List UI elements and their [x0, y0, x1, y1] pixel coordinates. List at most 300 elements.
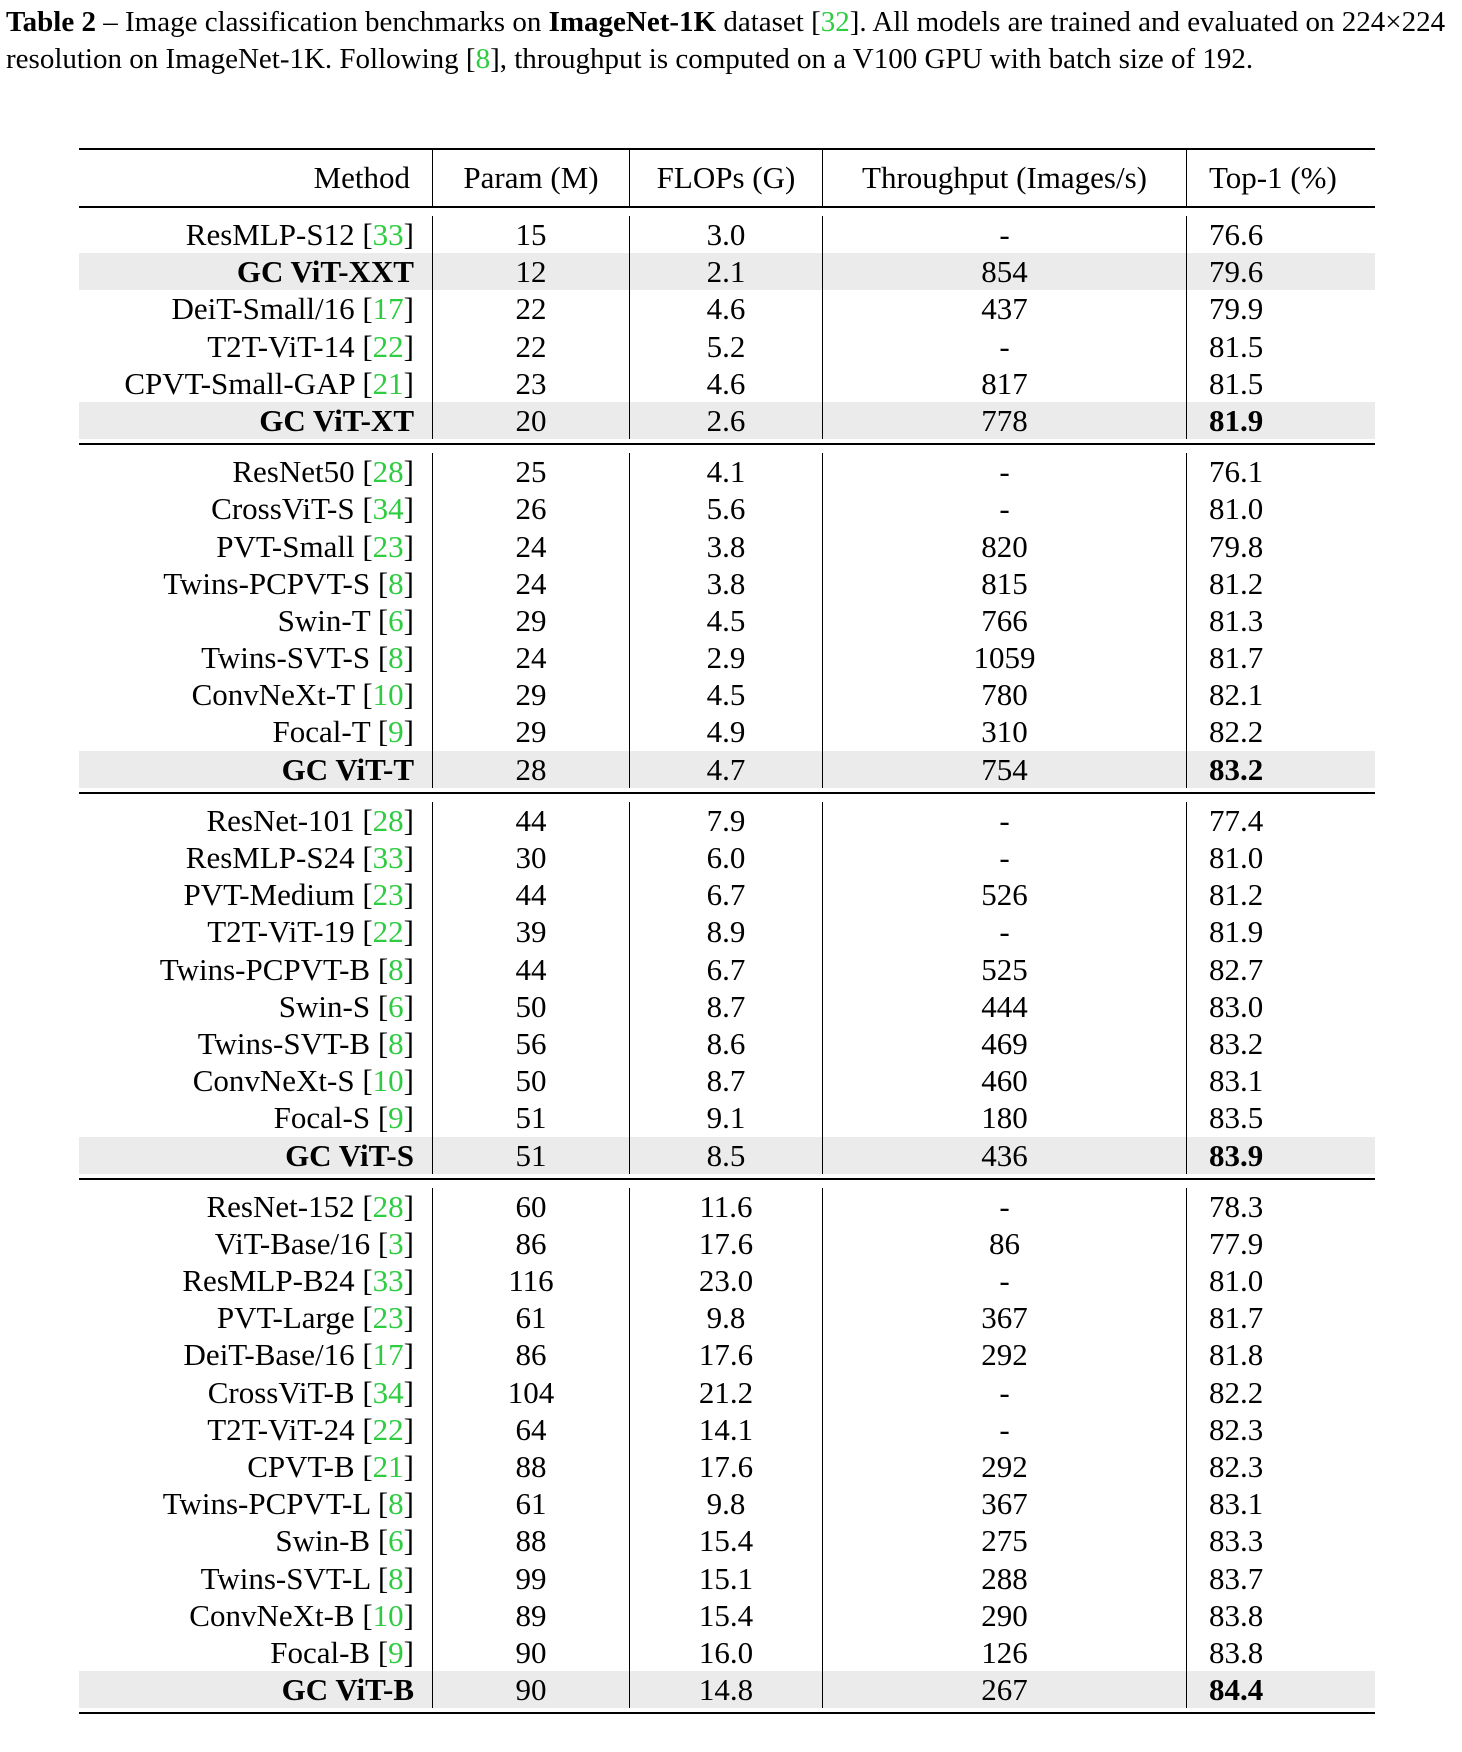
cell-method: PVT-Large [23] [79, 1299, 433, 1336]
caption-text: ]. All models are trained and evaluated on 224×224 resolution on ImageNet-1K. Following [ [6, 6, 1446, 75]
citation-link[interactable]: 23 [372, 528, 404, 564]
cell-flops: 2.1 [630, 253, 823, 290]
cell-method: T2T-ViT-14 [22] [79, 328, 433, 365]
header-param: Param (M) [433, 150, 630, 206]
cell-top1: 82.2 [1209, 714, 1264, 750]
cell-method: T2T-ViT-24 [22] [79, 1411, 433, 1448]
method-name: GC ViT-B [281, 1672, 414, 1708]
method-name: ResNet-101 [206, 802, 355, 838]
cell-method: Swin-T [6] [79, 602, 433, 639]
cell-flops: 4.5 [630, 676, 823, 713]
cell-param: 88 [433, 1522, 630, 1559]
cell-method: ConvNeXt-T [10] [79, 676, 433, 713]
table-row [79, 1634, 1375, 1671]
cell-throughput: - [823, 913, 1187, 950]
cell-param: 60 [433, 1188, 630, 1225]
method-name: Twins-PCPVT-B [159, 951, 371, 987]
table-group [79, 1178, 1375, 1713]
table-row [79, 1062, 1375, 1099]
cell-flops: 23.0 [630, 1262, 823, 1299]
cell-flops: 8.7 [630, 988, 823, 1025]
cell-throughput: 292 [823, 1448, 1187, 1485]
cell-param: 88 [433, 1448, 630, 1485]
table-row [79, 565, 1375, 602]
method-name: ConvNeXt-T [191, 677, 355, 713]
cell-param: 25 [433, 453, 630, 490]
cell-method: ResNet50 [28] [79, 453, 433, 490]
citation-link[interactable]: 9 [388, 1634, 404, 1670]
method-name: Twins-PCPVT-S [163, 565, 371, 601]
cell-top1: 81.0 [1209, 491, 1264, 527]
method-name: GC ViT-XXT [236, 254, 414, 290]
cell-flops: 9.1 [630, 1099, 823, 1136]
table-row-highlight [79, 1671, 1375, 1708]
cell-method: ResNet-101 [28] [79, 802, 433, 839]
cell-method: ResMLP-S24 [33] [79, 839, 433, 876]
cell-top1: 82.1 [1209, 677, 1264, 713]
method-name: Twins-SVT-B [197, 1025, 371, 1061]
cell-method: ConvNeXt-S [10] [79, 1062, 433, 1099]
table-row [79, 1262, 1375, 1299]
cell-throughput: - [823, 453, 1187, 490]
cell-method: CrossViT-S [34] [79, 490, 433, 527]
cell-top1: 81.5 [1209, 328, 1264, 364]
table-row [79, 365, 1375, 402]
cell-param: 29 [433, 602, 630, 639]
cell-top1: 81.8 [1209, 1337, 1264, 1373]
cell-throughput: 815 [823, 565, 1187, 602]
cell-method [79, 751, 433, 788]
citation-link[interactable]: 8 [388, 1560, 404, 1596]
table-row [79, 988, 1375, 1025]
cell-param: 20 [433, 402, 630, 439]
cell-method: Focal-S [9] [79, 1099, 433, 1136]
citation-link[interactable]: 10 [372, 1597, 404, 1633]
cell-throughput: - [823, 1411, 1187, 1448]
table-row [79, 490, 1375, 527]
method-name: CrossViT-S [211, 491, 363, 527]
citation-link[interactable]: 10 [372, 1063, 404, 1099]
cell-throughput: - [823, 1188, 1187, 1225]
cell-param: 64 [433, 1411, 630, 1448]
cell-top1: 84.4 [1209, 1672, 1264, 1708]
cell-flops: 17.6 [630, 1336, 823, 1373]
cell-method: PVT-Small [23] [79, 528, 433, 565]
method-name: CrossViT-B [207, 1374, 363, 1410]
table-row [79, 290, 1375, 327]
cell-method: CPVT-B [21] [79, 1448, 433, 1485]
cell-throughput: 288 [823, 1560, 1187, 1597]
cell-method: DeiT-Base/16 [17] [79, 1336, 433, 1373]
cell-throughput: 778 [823, 402, 1187, 439]
cell-flops: 6.7 [630, 951, 823, 988]
cell-flops: 7.9 [630, 802, 823, 839]
cell-top1: 83.0 [1209, 988, 1264, 1024]
cell-method: Twins-PCPVT-B [8] [79, 951, 433, 988]
method-name: GC ViT-S [285, 1137, 414, 1173]
citation-link[interactable]: 23 [372, 877, 404, 913]
table-row [79, 602, 1375, 639]
citation-link[interactable]: 21 [372, 365, 404, 401]
table-row [79, 453, 1375, 490]
citation-link[interactable]: 6 [388, 602, 404, 638]
citation-link[interactable]: 33 [372, 840, 404, 875]
cell-throughput: 817 [823, 365, 1187, 402]
cell-throughput: 292 [823, 1336, 1187, 1373]
citation-link[interactable]: 22 [372, 914, 404, 950]
cell-flops: 3.8 [630, 565, 823, 602]
cell-method: Twins-PCPVT-L [8] [79, 1485, 433, 1522]
cell-method: ResMLP-B24 [33] [79, 1262, 433, 1299]
table-group [79, 208, 1375, 443]
cell-top1: 81.2 [1209, 565, 1264, 601]
cell-param: 61 [433, 1299, 630, 1336]
cell-throughput: 310 [823, 713, 1187, 750]
cell-top1: 83.8 [1209, 1597, 1264, 1633]
table-row [79, 876, 1375, 913]
cell-top1: 81.0 [1209, 1263, 1264, 1299]
cell-method: ViT-Base/16 [3] [79, 1225, 433, 1262]
citation-link[interactable]: 21 [372, 1449, 404, 1484]
method-name: Focal-B [270, 1634, 371, 1670]
table-row [79, 802, 1375, 839]
cell-top1: 81.3 [1209, 602, 1264, 638]
citation-link[interactable]: 23 [372, 1300, 404, 1336]
cell-flops: 4.5 [630, 602, 823, 639]
cell-flops: 4.1 [630, 453, 823, 490]
method-name: Swin-S [278, 988, 371, 1024]
cell-throughput: 367 [823, 1485, 1187, 1522]
cell-throughput: - [823, 1262, 1187, 1299]
table-row [79, 528, 1375, 565]
cell-param: 86 [433, 1225, 630, 1262]
citation-link[interactable]: 33 [372, 1263, 404, 1299]
cell-throughput: 754 [823, 751, 1187, 788]
cell-method: CrossViT-B [34] [79, 1374, 433, 1411]
cell-param: 24 [433, 528, 630, 565]
cell-flops: 3.8 [630, 528, 823, 565]
cell-param: 26 [433, 490, 630, 527]
citation-link[interactable]: 32 [820, 6, 850, 38]
cell-top1: 83.5 [1209, 1100, 1264, 1136]
citation-link[interactable]: 8 [475, 43, 491, 75]
citation-link[interactable]: 10 [372, 677, 404, 713]
cell-flops: 15.1 [630, 1560, 823, 1597]
cell-param: 39 [433, 913, 630, 950]
method-name: PVT-Small [216, 528, 355, 564]
method-name: T2T-ViT-19 [207, 914, 355, 950]
cell-flops: 8.5 [630, 1137, 823, 1174]
cell-method: Swin-S [6] [79, 988, 433, 1025]
table-row [79, 1485, 1375, 1522]
cell-param: 15 [433, 216, 630, 253]
header-method: Method [79, 150, 433, 206]
caption-dataset: ImageNet-1K [548, 6, 717, 38]
table-row [79, 1597, 1375, 1634]
cell-throughput: 267 [823, 1671, 1187, 1708]
cell-throughput: 526 [823, 876, 1187, 913]
method-name: GC ViT-T [281, 751, 414, 787]
cell-flops: 5.6 [630, 490, 823, 527]
method-name: ConvNeXt-S [192, 1063, 355, 1099]
method-name: DeiT-Base/16 [183, 1337, 355, 1373]
cell-flops: 14.8 [630, 1671, 823, 1708]
table-row [79, 1336, 1375, 1373]
cell-param: 51 [433, 1137, 630, 1174]
citation-link[interactable]: 17 [372, 291, 404, 327]
cell-top1: 82.3 [1209, 1411, 1264, 1447]
cell-param: 29 [433, 713, 630, 750]
cell-throughput: - [823, 839, 1187, 876]
table-row-highlight [79, 402, 1375, 439]
cell-method: Twins-SVT-B [8] [79, 1025, 433, 1062]
table-row [79, 639, 1375, 676]
method-name: ResMLP-S12 [185, 217, 355, 252]
table-row [79, 1025, 1375, 1062]
cell-param: 104 [433, 1374, 630, 1411]
cell-top1: 83.1 [1209, 1486, 1264, 1522]
cell-throughput: 290 [823, 1597, 1187, 1634]
cell-flops: 5.2 [630, 328, 823, 365]
cell-flops: 15.4 [630, 1597, 823, 1634]
cell-top1: 81.7 [1209, 640, 1264, 676]
cell-method: ResMLP-S12 [33] [79, 216, 433, 253]
cell-top1: 81.9 [1209, 402, 1264, 438]
cell-method [79, 1671, 433, 1708]
table-row [79, 328, 1375, 365]
cell-throughput: 180 [823, 1099, 1187, 1136]
cell-flops: 4.6 [630, 290, 823, 327]
header-top1: Top-1 (%) [1209, 160, 1337, 195]
method-name: CPVT-B [247, 1449, 355, 1484]
method-name: Focal-S [273, 1100, 371, 1136]
citation-link[interactable]: 9 [388, 714, 404, 750]
cell-param: 99 [433, 1560, 630, 1597]
cell-flops: 9.8 [630, 1485, 823, 1522]
table-row [79, 951, 1375, 988]
cell-method: Twins-PCPVT-S [8] [79, 565, 433, 602]
cell-flops: 4.7 [630, 751, 823, 788]
method-name: Twins-PCPVT-L [162, 1486, 371, 1522]
cell-flops: 17.6 [630, 1448, 823, 1485]
cell-throughput: 444 [823, 988, 1187, 1025]
cell-throughput: 525 [823, 951, 1187, 988]
caption-text: dataset [ [716, 6, 821, 38]
cell-throughput: - [823, 216, 1187, 253]
method-name: ResNet50 [232, 454, 355, 490]
cell-method: PVT-Medium [23] [79, 876, 433, 913]
cell-param: 28 [433, 751, 630, 788]
method-name: Swin-B [275, 1523, 371, 1559]
cell-param: 90 [433, 1671, 630, 1708]
cell-method: Focal-B [9] [79, 1634, 433, 1671]
table-row [79, 1560, 1375, 1597]
cell-throughput: - [823, 328, 1187, 365]
caption-label: Table 2 [6, 6, 96, 38]
cell-method: T2T-ViT-19 [22] [79, 913, 433, 950]
cell-flops: 4.9 [630, 713, 823, 750]
cell-param: 30 [433, 839, 630, 876]
cell-throughput: 367 [823, 1299, 1187, 1336]
citation-link[interactable]: 33 [372, 217, 404, 252]
cell-method: Swin-B [6] [79, 1522, 433, 1559]
citation-link[interactable]: 6 [388, 988, 404, 1024]
cell-param: 50 [433, 1062, 630, 1099]
method-name: Focal-T [272, 714, 371, 750]
cell-throughput: 780 [823, 676, 1187, 713]
cell-param: 61 [433, 1485, 630, 1522]
cell-top1: 83.2 [1209, 751, 1264, 787]
cell-flops: 2.9 [630, 639, 823, 676]
citation-link[interactable]: 28 [372, 802, 404, 838]
table-group [79, 443, 1375, 792]
table-body [79, 208, 1375, 1712]
cell-throughput: 820 [823, 528, 1187, 565]
cell-top1: 81.0 [1209, 840, 1264, 875]
cell-param: 24 [433, 639, 630, 676]
cell-throughput: 854 [823, 253, 1187, 290]
method-name: T2T-ViT-14 [207, 328, 363, 364]
cell-param: 29 [433, 676, 630, 713]
cell-param: 24 [433, 565, 630, 602]
cell-param: 44 [433, 802, 630, 839]
cell-top1: 83.3 [1209, 1523, 1264, 1559]
table-row-highlight [79, 751, 1375, 788]
cell-throughput: 766 [823, 602, 1187, 639]
citation-link[interactable]: 17 [372, 1337, 404, 1373]
cell-param: 12 [433, 253, 630, 290]
cell-method: Twins-SVT-S [8] [79, 639, 433, 676]
citation-link[interactable]: 6 [388, 1523, 404, 1559]
cell-flops: 3.0 [630, 216, 823, 253]
cell-top1: 81.9 [1209, 914, 1264, 950]
cell-top1: 83.2 [1209, 1025, 1264, 1061]
cell-param: 44 [433, 876, 630, 913]
cell-flops: 8.7 [630, 1062, 823, 1099]
caption-text: ], throughput is computed on a V100 GPU with batch size of 192. [490, 43, 1254, 75]
cell-top1: 77.9 [1209, 1225, 1264, 1261]
cell-flops: 4.6 [630, 365, 823, 402]
citation-link[interactable]: 28 [372, 1188, 404, 1224]
cell-method: Focal-T [9] [79, 713, 433, 750]
header-throughput: Throughput (Images/s) [823, 150, 1187, 206]
citation-link[interactable]: 8 [388, 565, 404, 601]
table-row-highlight [79, 1137, 1375, 1174]
table-row [79, 713, 1375, 750]
cell-param: 116 [433, 1262, 630, 1299]
table-row [79, 676, 1375, 713]
cell-top1: 83.8 [1209, 1634, 1264, 1670]
method-name: Twins-SVT-S [201, 640, 371, 676]
citation-link[interactable]: 8 [388, 951, 404, 987]
cell-top1: 76.6 [1209, 217, 1264, 252]
method-name: PVT-Large [216, 1300, 355, 1336]
cell-throughput: 1059 [823, 639, 1187, 676]
table-row [79, 1188, 1375, 1225]
cell-top1: 82.2 [1209, 1374, 1264, 1410]
cell-flops: 2.6 [630, 402, 823, 439]
results-table [79, 148, 1375, 1714]
method-name: ResMLP-B24 [182, 1263, 355, 1299]
cell-throughput: 126 [823, 1634, 1187, 1671]
cell-top1: 82.7 [1209, 951, 1264, 987]
citation-link[interactable]: 8 [388, 640, 404, 676]
cell-param: 90 [433, 1634, 630, 1671]
table-row [79, 1522, 1375, 1559]
method-name: GC ViT-XT [259, 402, 414, 438]
cell-flops: 14.1 [630, 1411, 823, 1448]
cell-flops: 17.6 [630, 1225, 823, 1262]
cell-top1: 83.1 [1209, 1063, 1264, 1099]
cell-method [79, 1137, 433, 1174]
table-row-highlight [79, 253, 1375, 290]
cell-top1: 79.8 [1209, 528, 1264, 564]
cell-param: 44 [433, 951, 630, 988]
caption-text: – Image classification benchmarks on [96, 6, 549, 38]
cell-method: ResNet-152 [28] [79, 1188, 433, 1225]
table-row [79, 1411, 1375, 1448]
cell-method [79, 402, 433, 439]
cell-top1: 76.1 [1209, 454, 1264, 490]
cell-param: 22 [433, 328, 630, 365]
method-name: PVT-Medium [183, 877, 355, 913]
cell-throughput: - [823, 490, 1187, 527]
cell-flops: 6.0 [630, 839, 823, 876]
table-row [79, 1099, 1375, 1136]
cell-top1: 79.9 [1209, 291, 1264, 327]
table-caption [6, 4, 1458, 78]
citation-link[interactable]: 28 [372, 454, 404, 490]
table-row [79, 913, 1375, 950]
table-row [79, 839, 1375, 876]
citation-link[interactable]: 34 [372, 1374, 404, 1410]
cell-method: ConvNeXt-B [10] [79, 1597, 433, 1634]
cell-flops: 15.4 [630, 1522, 823, 1559]
cell-param: 50 [433, 988, 630, 1025]
table-row [79, 1225, 1375, 1262]
citation-link[interactable]: 8 [388, 1025, 404, 1061]
cell-param: 23 [433, 365, 630, 402]
cell-flops: 11.6 [630, 1188, 823, 1225]
method-name: T2T-ViT-24 [207, 1411, 355, 1447]
cell-flops: 9.8 [630, 1299, 823, 1336]
method-name: ConvNeXt-B [189, 1597, 355, 1633]
table-group [79, 792, 1375, 1178]
table-row [79, 216, 1375, 253]
cell-method: DeiT-Small/16 [17] [79, 290, 433, 327]
header-flops: FLOPs (G) [630, 150, 823, 206]
cell-top1: 82.3 [1209, 1449, 1264, 1484]
citation-link[interactable]: 34 [372, 491, 404, 527]
cell-top1: 79.6 [1209, 254, 1264, 290]
cell-flops: 6.7 [630, 876, 823, 913]
citation-link[interactable]: 3 [388, 1225, 404, 1261]
citation-link[interactable]: 22 [372, 1411, 404, 1447]
citation-link[interactable]: 9 [388, 1100, 404, 1136]
cell-top1: 81.2 [1209, 877, 1264, 913]
cell-param: 86 [433, 1336, 630, 1373]
method-name: CPVT-Small-GAP [124, 365, 355, 401]
citation-link[interactable]: 8 [388, 1486, 404, 1522]
table-row [79, 1374, 1375, 1411]
cell-param: 89 [433, 1597, 630, 1634]
method-name: ResNet-152 [206, 1188, 355, 1224]
citation-link[interactable]: 22 [372, 328, 404, 364]
cell-throughput: 86 [823, 1225, 1187, 1262]
cell-throughput: 436 [823, 1137, 1187, 1174]
cell-throughput: 460 [823, 1062, 1187, 1099]
cell-top1: 83.7 [1209, 1560, 1264, 1596]
